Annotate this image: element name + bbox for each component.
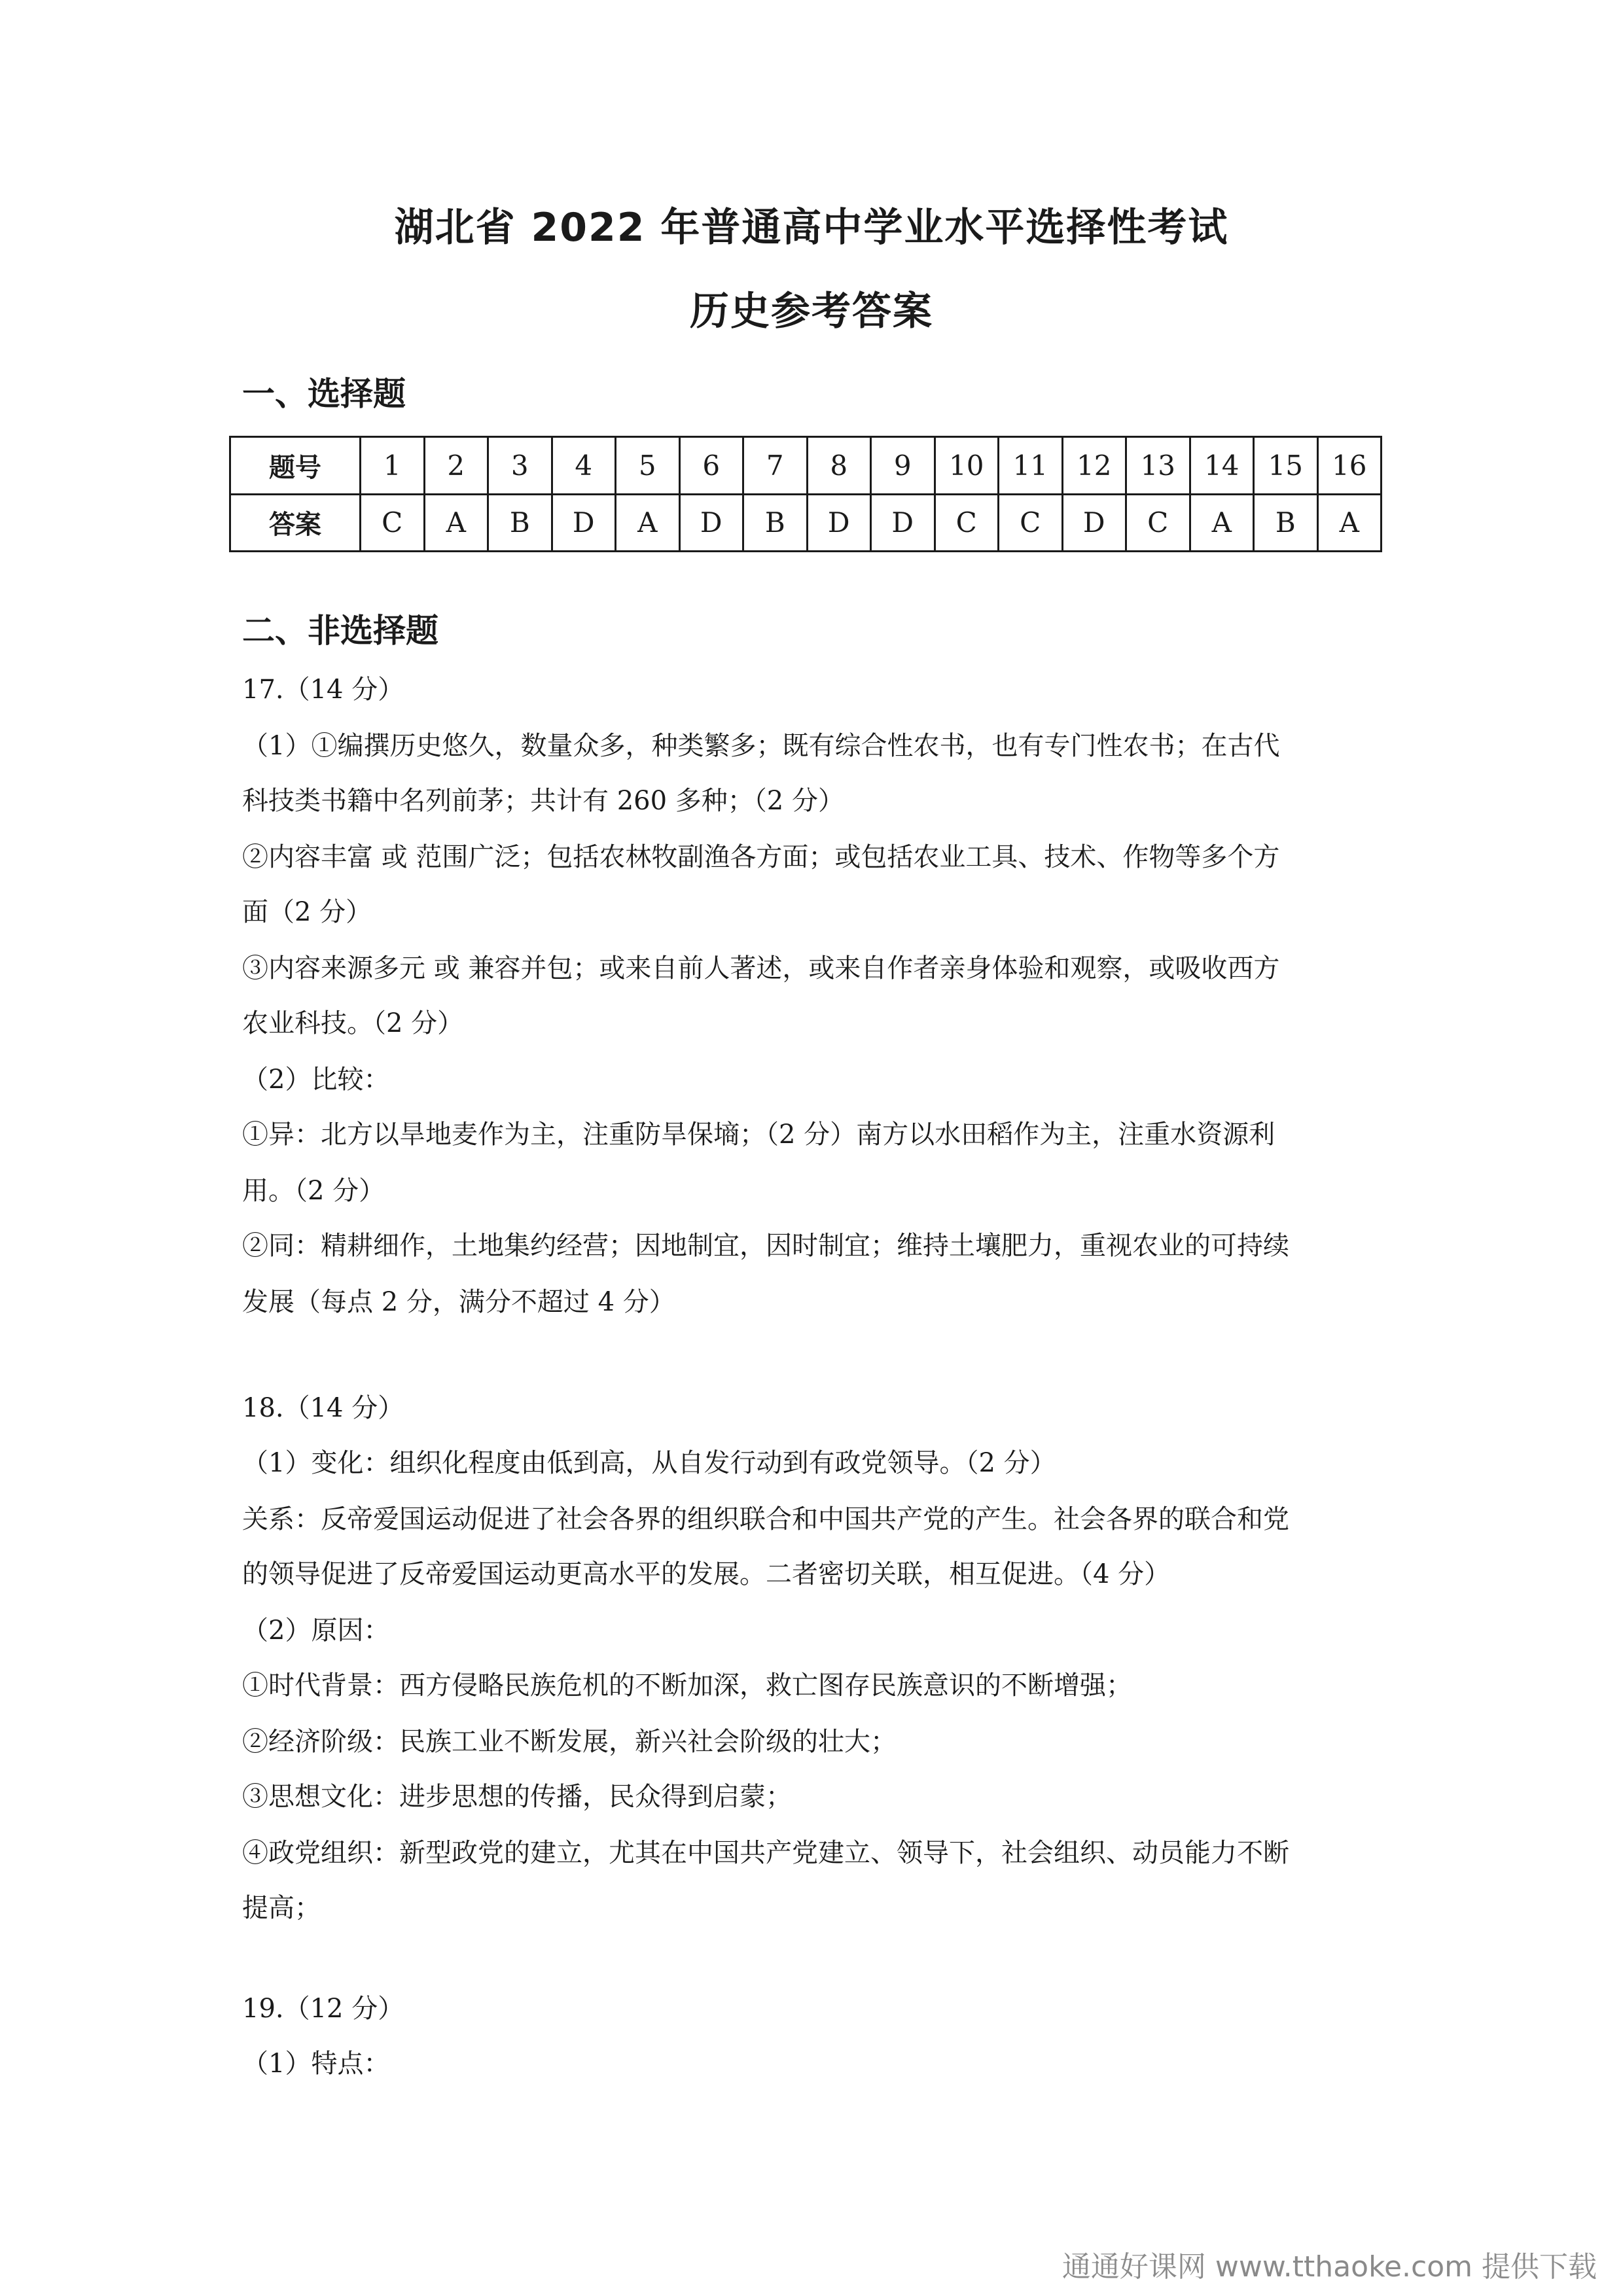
question-number-cell: 16: [1317, 437, 1382, 495]
answer-line: 关系：反帝爱国运动促进了社会各界的组织联合和中国共产党的产生。社会各界的联合和党: [242, 1504, 1289, 1534]
answer-line: （2）原因：: [242, 1616, 390, 1646]
question-number-cell: 12: [1062, 437, 1126, 495]
question-17-heading: 17.（14 分）: [242, 675, 404, 705]
question-number-cell: 15: [1254, 437, 1318, 495]
question-19-heading: 19.（12 分）: [242, 1994, 404, 2024]
question-number-label: 题号: [230, 437, 361, 495]
answer-cell: C: [999, 494, 1063, 552]
question-number-cell: 14: [1190, 437, 1254, 495]
question-number-cell: 1: [361, 437, 425, 495]
answer-line: 面（2 分）: [242, 897, 372, 927]
answer-cell: B: [488, 494, 552, 552]
answer-line: （1）特点：: [242, 2049, 390, 2079]
answer-cell: D: [552, 494, 616, 552]
answer-cell: D: [1062, 494, 1126, 552]
answer-line: 农业科技。（2 分）: [242, 1008, 464, 1038]
section-multiple-choice-heading: 一、选择题: [242, 375, 406, 413]
answer-cell: C: [935, 494, 999, 552]
question-number-cell: 5: [616, 437, 680, 495]
answer-label: 答案: [230, 494, 361, 552]
question-number-cell: 8: [807, 437, 871, 495]
answer-cell: C: [361, 494, 425, 552]
answer-line: ②同：精耕细作，土地集约经营；因地制宜，因时制宜；维持土壤肥力，重视农业的可持续: [242, 1231, 1289, 1261]
answer-line: ①时代背景：西方侵略民族危机的不断加深，救亡图存民族意识的不断增强；: [242, 1670, 1132, 1701]
answer-cell: B: [1254, 494, 1318, 552]
question-number-cell: 13: [1126, 437, 1190, 495]
answer-line: ②内容丰富 或 范围广泛；包括农林牧副渔各方面；或包括农业工具、技术、作物等多个方: [242, 842, 1280, 872]
answer-table: [229, 436, 1382, 552]
answer-cell: A: [616, 494, 680, 552]
answer-line: 科技类书籍中名列前茅；共计有 260 多种；（2 分）: [242, 786, 844, 816]
answer-cell: A: [1190, 494, 1254, 552]
answer-cell: D: [871, 494, 935, 552]
question-number-cell: 10: [935, 437, 999, 495]
question-number-cell: 3: [488, 437, 552, 495]
answer-line: ③内容来源多元 或 兼容并包；或来自前人著述，或来自作者亲身体验和观察，或吸收西方: [242, 953, 1280, 983]
document-subtitle: 历史参考答案: [690, 289, 933, 334]
answer-line: （1）①编撰历史悠久，数量众多，种类繁多；既有综合性农书，也有专门性农书；在古代: [242, 731, 1280, 761]
site-watermark: 通通好课网 www.tthaoke.com 提供下载: [1061, 2250, 1597, 2284]
answer-cell: C: [1126, 494, 1190, 552]
answer-cell: A: [424, 494, 488, 552]
answer-line: ④政党组织：新型政党的建立，尤其在中国共产党建立、领导下，社会组织、动员能力不断: [242, 1838, 1289, 1868]
answer-line: ③思想文化：进步思想的传播，民众得到启蒙；: [242, 1782, 792, 1812]
answer-line: （2）比较：: [242, 1065, 390, 1095]
answer-cell: D: [679, 494, 743, 552]
question-18-heading: 18.（14 分）: [242, 1393, 404, 1423]
question-number-cell: 7: [743, 437, 808, 495]
question-number-cell: 11: [999, 437, 1063, 495]
answer-line: 发展（每点 2 分，满分不超过 4 分）: [242, 1287, 675, 1317]
answer-line: 提高；: [242, 1893, 321, 1923]
answer-table-number-row: [230, 437, 1382, 495]
answer-line: 的领导促进了反帝爱国运动更高水平的发展。二者密切关联，相互促进。（4 分）: [242, 1559, 1171, 1589]
question-number-cell: 4: [552, 437, 616, 495]
document-title: 湖北省 2022 年普通高中学业水平选择性考试: [394, 205, 1229, 251]
answer-cell: B: [743, 494, 808, 552]
answer-line: ①异：北方以旱地麦作为主，注重防旱保墒；（2 分）南方以水田稻作为主，注重水资源利: [242, 1120, 1275, 1150]
answer-line: 用。（2 分）: [242, 1176, 385, 1206]
question-number-cell: 9: [871, 437, 935, 495]
question-number-cell: 6: [679, 437, 743, 495]
section-open-questions-heading: 二、非选择题: [242, 612, 438, 650]
answer-cell: A: [1317, 494, 1382, 552]
answer-line: ②经济阶级：民族工业不断发展，新兴社会阶级的壮大；: [242, 1727, 897, 1757]
answer-cell: D: [807, 494, 871, 552]
answer-table-answer-row: [230, 494, 1382, 552]
question-number-cell: 2: [424, 437, 488, 495]
answer-line: （1）变化：组织化程度由低到高，从自发行动到有政党领导。（2 分）: [242, 1448, 1056, 1478]
